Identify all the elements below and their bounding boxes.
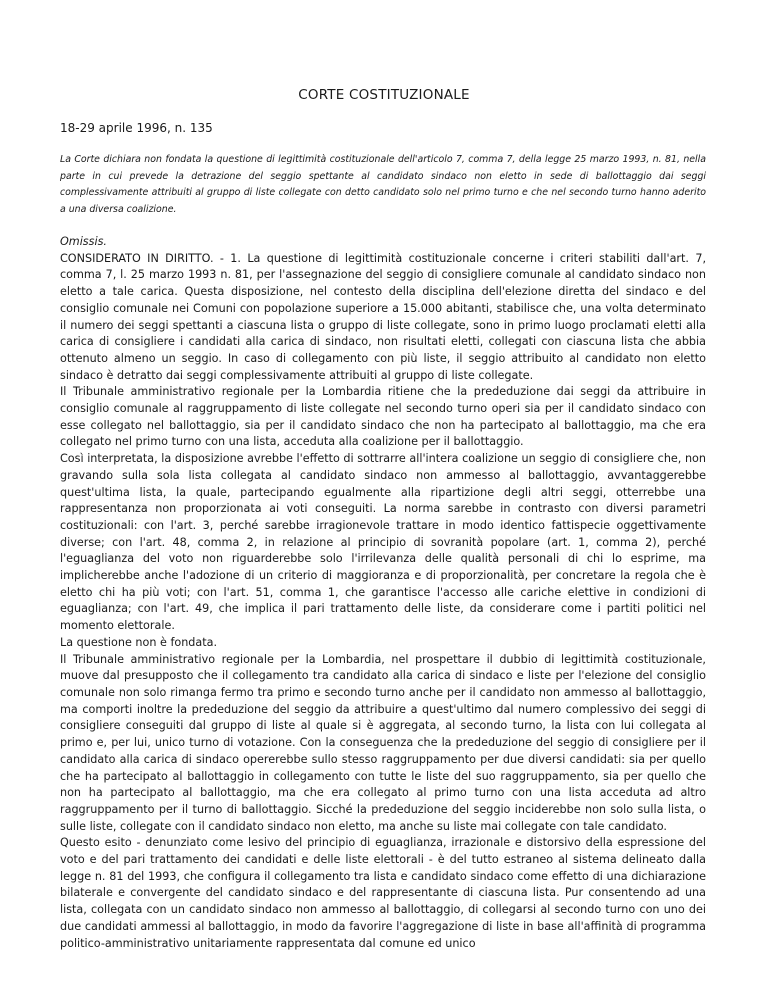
body-paragraph: Il Tribunale amministrativo regionale per la Lombardia, nel prospettare il dubbio di legittimità costituzionale, muove dal presupposto che il collegamento tra candidato alla carica di sindaco e liste per l'elezione del consiglio comunale non solo rimanga fermo tra primo e secondo turno anche per il candidato non ammesso al ballottaggio, ma comporti inoltre la prededuzione del seggio da attribuire a quest'ultimo dal numero complessivo dei seggi di consigliere conseguiti dal gruppo di liste al quale si è aggregata, al secondo turno, la lista con lui collegata al primo e, per lui, unico turno di votazione. Con la conseguenza che la prededuzione del seggio di consigliere per il candidato alla carica di sindaco opererebbe sullo stesso raggruppamento per due diversi candidati: sia per quello che ha partecipato al ballottaggio in collegamento con tutte le liste del suo raggruppamento, sia per quello che non ha partecipato al ballottaggio, ma che era collegato al primo turno con una lista acceduta ad altro raggruppamento per il turno di ballottaggio. Sicché la prededuzione del seggio inciderebbe non solo sulla lista, o sulle liste, collegate con il candidato sindaco non eletto, ma anche su liste mai collegate con tale candidato. bbox=[60, 652, 706, 833]
decision-summary: La Corte dichiara non fondata la questione di legittimità costituzionale dell'articolo 7, comma 7, della legge 25 marzo 1993, n. 81, nella parte in cui prevede la detrazione del seggio spettante al candidato sindaco non eletto in sede di ballottaggio dai seggi complessivamente attribuiti al gruppo di liste collegate con detto candidato solo nel primo turno e che nel secondo turno hanno aderito a una diversa coalizione. bbox=[60, 154, 706, 215]
document-title: CORTE COSTITUZIONALE bbox=[298, 87, 470, 103]
body-paragraph: Così interpretata, la disposizione avrebbe l'effetto di sottrarre all'intera coalizione un seggio di consigliere che, non gravando sulla sola lista collegata al candidato sindaco non ammesso al ballottaggio, avvantaggerebbe quest'ultima lista, la quale, partecipando egualmente alla ripartizione degli altri seggi, otterrebbe una rappresentanza non proporzionata ai voti conseguiti. La norma sarebbe in contrasto con diversi parametri costituzionali: con l'art. 3, perché sarebbe irragionevole trattare in modo identico fattispecie oggettivamente diverse; con l'art. 48, comma 2, in relazione al principio di sovranità popolare (art. 1, comma 2), perché l'eguaglianza del voto non riguarderebbe solo l'irrilevanza delle qualità personali di chi lo esprime, ma implicherebbe anche l'adozione di un criterio di maggioranza e di proporzionalità, per concretare la regola che è eletto chi ha più voti; con l'art. 51, comma 1, che garantisce l'accesso alle cariche elettive in condizioni di eguaglianza; con l'art. 49, che implica il pari trattamento delle liste, da considerare come i partiti politici nel momento elettorale. bbox=[60, 452, 706, 633]
body-paragraph: CONSIDERATO IN DIRITTO. - 1. La questione di legittimità costituzionale concerne i criteri stabiliti dall'art. 7, comma 7, l. 25 marzo 1993 n. 81, per l'assegnazione del seggio di consigliere comunale al candidato sindaco non eletto a tale carica. Questa disposizione, nel contesto della disciplina dell'elezione diretta del sindaco e del consiglio comunale nei Comuni con popolazione superiore a 15.000 abitanti, stabilisce che, una volta determinato il numero dei seggi spettanti a ciascuna lista o gruppo di liste collegate, sono in primo luogo proclamati eletti alla carica di consigliere i candidati alla carica di sindaco, non risultati eletti, collegati con ciascuna lista che abbia ottenuto almeno un seggio. In caso di collegamento con più liste, il seggio attribuito al candidato non eletto sindaco è detratto dai seggi complessivamente attribuiti al gruppo di liste collegate. bbox=[60, 251, 706, 382]
document-body bbox=[60, 234, 706, 952]
body-paragraph: Questo esito - denunziato come lesivo del principio di eguaglianza, irrazionale e distorsivo della espressione del voto e del pari trattamento dei candidati e delle liste elettorali - è del tutto estraneo al sistema delineato dalla legge n. 81 del 1993, che configura il collegamento tra lista e candidato sindaco come effetto di una dichiarazione bilaterale e convergente del candidato sindaco e del rappresentante di ciascuna lista. Pur consentendo ad una lista, collegata con un candidato sindaco non ammesso al ballottaggio, di collegarsi al secondo turno con uno dei due candidati ammessi al ballottaggio, in modo da favorire l'aggregazione di liste in base all'affinità di programma politico-amministrativo unitariamente rappresentata dal comune ed unico bbox=[60, 836, 706, 950]
body-paragraph: La questione non è fondata. bbox=[60, 635, 218, 649]
decision-date: 18-29 aprile 1996, n. 135 bbox=[60, 121, 213, 135]
body-paragraph: Il Tribunale amministrativo regionale per la Lombardia ritiene che la prededuzione dai seggi da attribuire in consiglio comunale al raggruppamento di liste collegate nel secondo turno operi sia per il candidato sindaco con esse collegato nel ballottaggio, sia per il candidato sindaco che non ha partecipato al ballottaggio, ma che era collegato nel primo turno con una lista, acceduta alla coalizione per il ballottaggio. bbox=[60, 385, 706, 449]
omissis-note: Omissis. bbox=[60, 235, 107, 248]
